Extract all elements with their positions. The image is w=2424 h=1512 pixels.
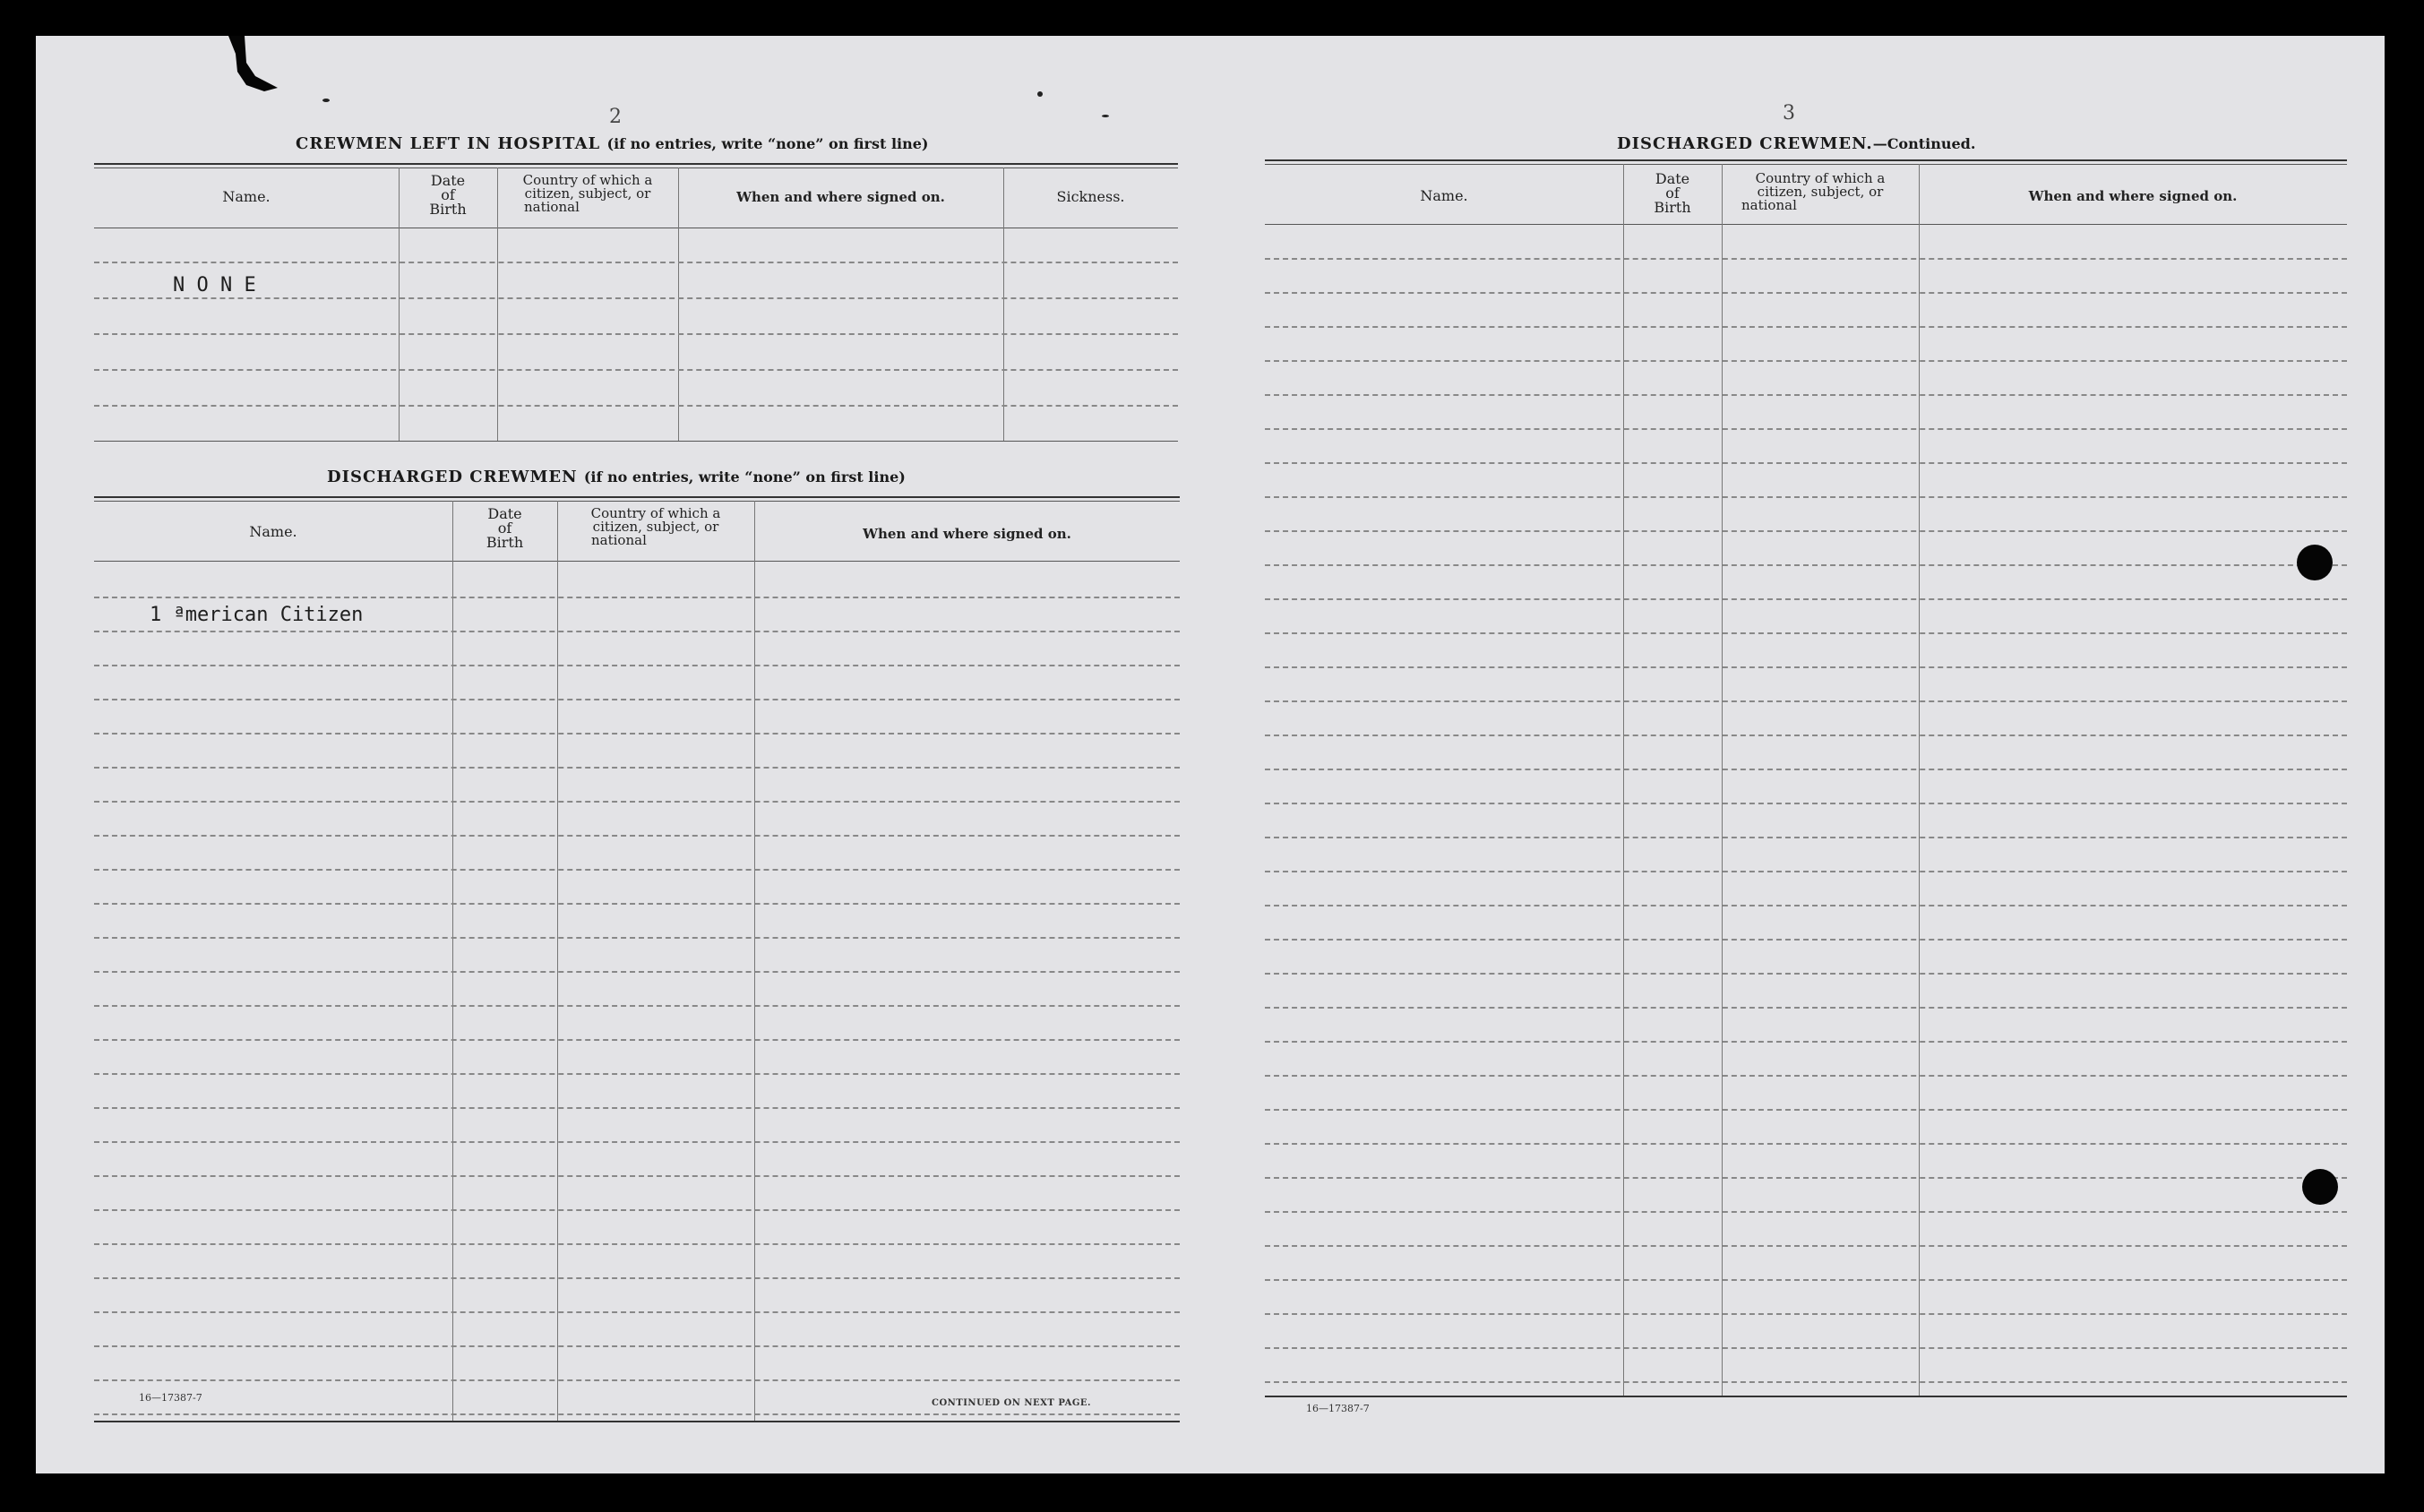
ruled-line (94, 1141, 1180, 1143)
col-header-sickness: Sickness. (1056, 188, 1125, 205)
ruled-line (94, 937, 1180, 939)
col-header-signed-on: When and where signed on. (736, 189, 945, 205)
ruled-line (1265, 871, 2347, 872)
ruled-line (1265, 1279, 2347, 1281)
right-title-text: DISCHARGED CREWMEN. (1617, 134, 1873, 153)
torn-corner-mark (228, 36, 282, 99)
right-title-suffix: —Continued. (1872, 135, 1976, 152)
col-header-country (497, 174, 678, 214)
ruled-line (1265, 700, 2347, 702)
discharged-section-title (327, 468, 906, 486)
dob-line-1: Date (1655, 170, 1690, 187)
ruled-line (94, 699, 1180, 700)
hospital-title-text: CREWMEN LEFT IN HOSPITAL (296, 134, 601, 153)
page-number-right: 3 (1783, 102, 1795, 125)
dob-line-1: Date (430, 172, 466, 189)
punch-hole (2302, 1169, 2338, 1205)
ruled-line (1265, 1041, 2347, 1043)
ruled-line (94, 1039, 1180, 1041)
ruled-line (1265, 973, 2347, 975)
speck-mark (322, 99, 330, 102)
ruled-line (94, 665, 1180, 666)
col-header-name: Name. (222, 188, 271, 205)
ruled-line (1265, 735, 2347, 736)
ruled-line (94, 1073, 1180, 1075)
ruled-line (1265, 326, 2347, 328)
ruled-line (1265, 905, 2347, 906)
ruled-line (1265, 632, 2347, 634)
ruled-line (1265, 666, 2347, 668)
ruled-line (1265, 939, 2347, 941)
ruled-line (1265, 428, 2347, 430)
col-header-signed-on: When and where signed on. (2028, 188, 2238, 204)
country-line-3: national (1741, 197, 1797, 213)
ruled-line (1265, 496, 2347, 498)
country-line-3: national (524, 199, 580, 215)
ruled-line (94, 597, 1180, 598)
ruled-line (94, 1243, 1180, 1245)
continued-next-page: CONTINUED ON NEXT PAGE. (932, 1398, 1092, 1408)
ruled-line (94, 1379, 1180, 1381)
country-line-1: Country of which a (1755, 170, 1886, 186)
page-number-left: 2 (609, 106, 622, 128)
ruled-line (94, 1175, 1180, 1177)
ruled-line (94, 971, 1180, 973)
ruled-line (94, 1005, 1180, 1007)
ruled-line (94, 801, 1180, 803)
ruled-line (1265, 1007, 2347, 1009)
dob-line-2: of (441, 186, 455, 203)
country-line-2: citizen, subject, or (592, 519, 719, 535)
speck-mark (1102, 115, 1109, 117)
hospital-row-name: N O N E (173, 274, 256, 296)
ruled-line (1265, 292, 2347, 294)
ruled-line (1265, 1381, 2347, 1383)
ruled-line (1265, 1347, 2347, 1349)
ruled-line (1265, 1143, 2347, 1145)
speck-mark (1037, 91, 1043, 97)
country-line-1: Country of which a (522, 172, 653, 188)
discharged-title-text: DISCHARGED CREWMEN (327, 468, 578, 486)
ruled-line (94, 631, 1180, 632)
ruled-line (94, 835, 1180, 837)
col-header-date-of-birth (399, 174, 497, 217)
ruled-line (1265, 564, 2347, 566)
discharged-row-lines (94, 496, 1180, 1428)
form-number-right: 16—17387-7 (1306, 1403, 1370, 1414)
discharged-instruction: (if no entries, write “none” on first line) (583, 468, 906, 485)
country-line-2: citizen, subject, or (524, 185, 651, 202)
col-header-name: Name. (1420, 187, 1468, 204)
ruled-line (94, 1413, 1180, 1415)
ruled-line (1265, 803, 2347, 804)
continued-row-lines (1265, 159, 2347, 1431)
ruled-line (1265, 394, 2347, 396)
ruled-line (1265, 1245, 2347, 1247)
country-line-1: Country of which a (590, 505, 721, 521)
punch-hole (2297, 545, 2333, 580)
ruled-line (1265, 1109, 2347, 1111)
ruled-line (94, 1311, 1180, 1313)
ruled-line (94, 1277, 1180, 1279)
ruled-line (1265, 462, 2347, 464)
ruled-line (1265, 1177, 2347, 1179)
document-sheet (36, 36, 2385, 1473)
ruled-line (1265, 837, 2347, 838)
ruled-line (1265, 530, 2347, 532)
dob-line-3: Birth (486, 534, 524, 551)
hospital-section-title (296, 134, 928, 153)
ruled-line (94, 767, 1180, 769)
ruled-line (94, 1345, 1180, 1347)
dob-line-2: of (1665, 185, 1680, 202)
dob-line-2: of (497, 520, 512, 537)
ruled-line (1265, 1075, 2347, 1077)
hospital-instruction: (if no entries, write “none” on first line) (606, 135, 929, 152)
right-section-title (1617, 134, 1975, 153)
col-header-signed-on: When and where signed on. (863, 526, 1071, 542)
discharged-row-name: 1 ªmerican Citizen (150, 604, 364, 626)
dob-line-1: Date (487, 505, 522, 522)
discharged-table (94, 496, 1180, 1428)
ruled-line (94, 869, 1180, 871)
form-number-left: 16—17387-7 (139, 1392, 202, 1404)
country-line-3: national (591, 532, 647, 548)
ruled-line (94, 903, 1180, 905)
country-line-2: citizen, subject, or (1757, 184, 1884, 200)
ruled-line (1265, 1313, 2347, 1315)
discharged-continued-table (1265, 159, 2347, 1431)
dob-line-3: Birth (429, 201, 467, 218)
col-header-name: Name. (249, 523, 297, 540)
ruled-line (1265, 769, 2347, 770)
ruled-line (1265, 360, 2347, 362)
dob-line-3: Birth (1654, 199, 1691, 216)
ruled-line (1265, 1211, 2347, 1213)
hospital-table (94, 163, 1178, 446)
ruled-line (1265, 598, 2347, 600)
ruled-line (94, 1107, 1180, 1109)
ruled-line (94, 733, 1180, 735)
ruled-line (1265, 258, 2347, 260)
ruled-line (94, 1209, 1180, 1211)
